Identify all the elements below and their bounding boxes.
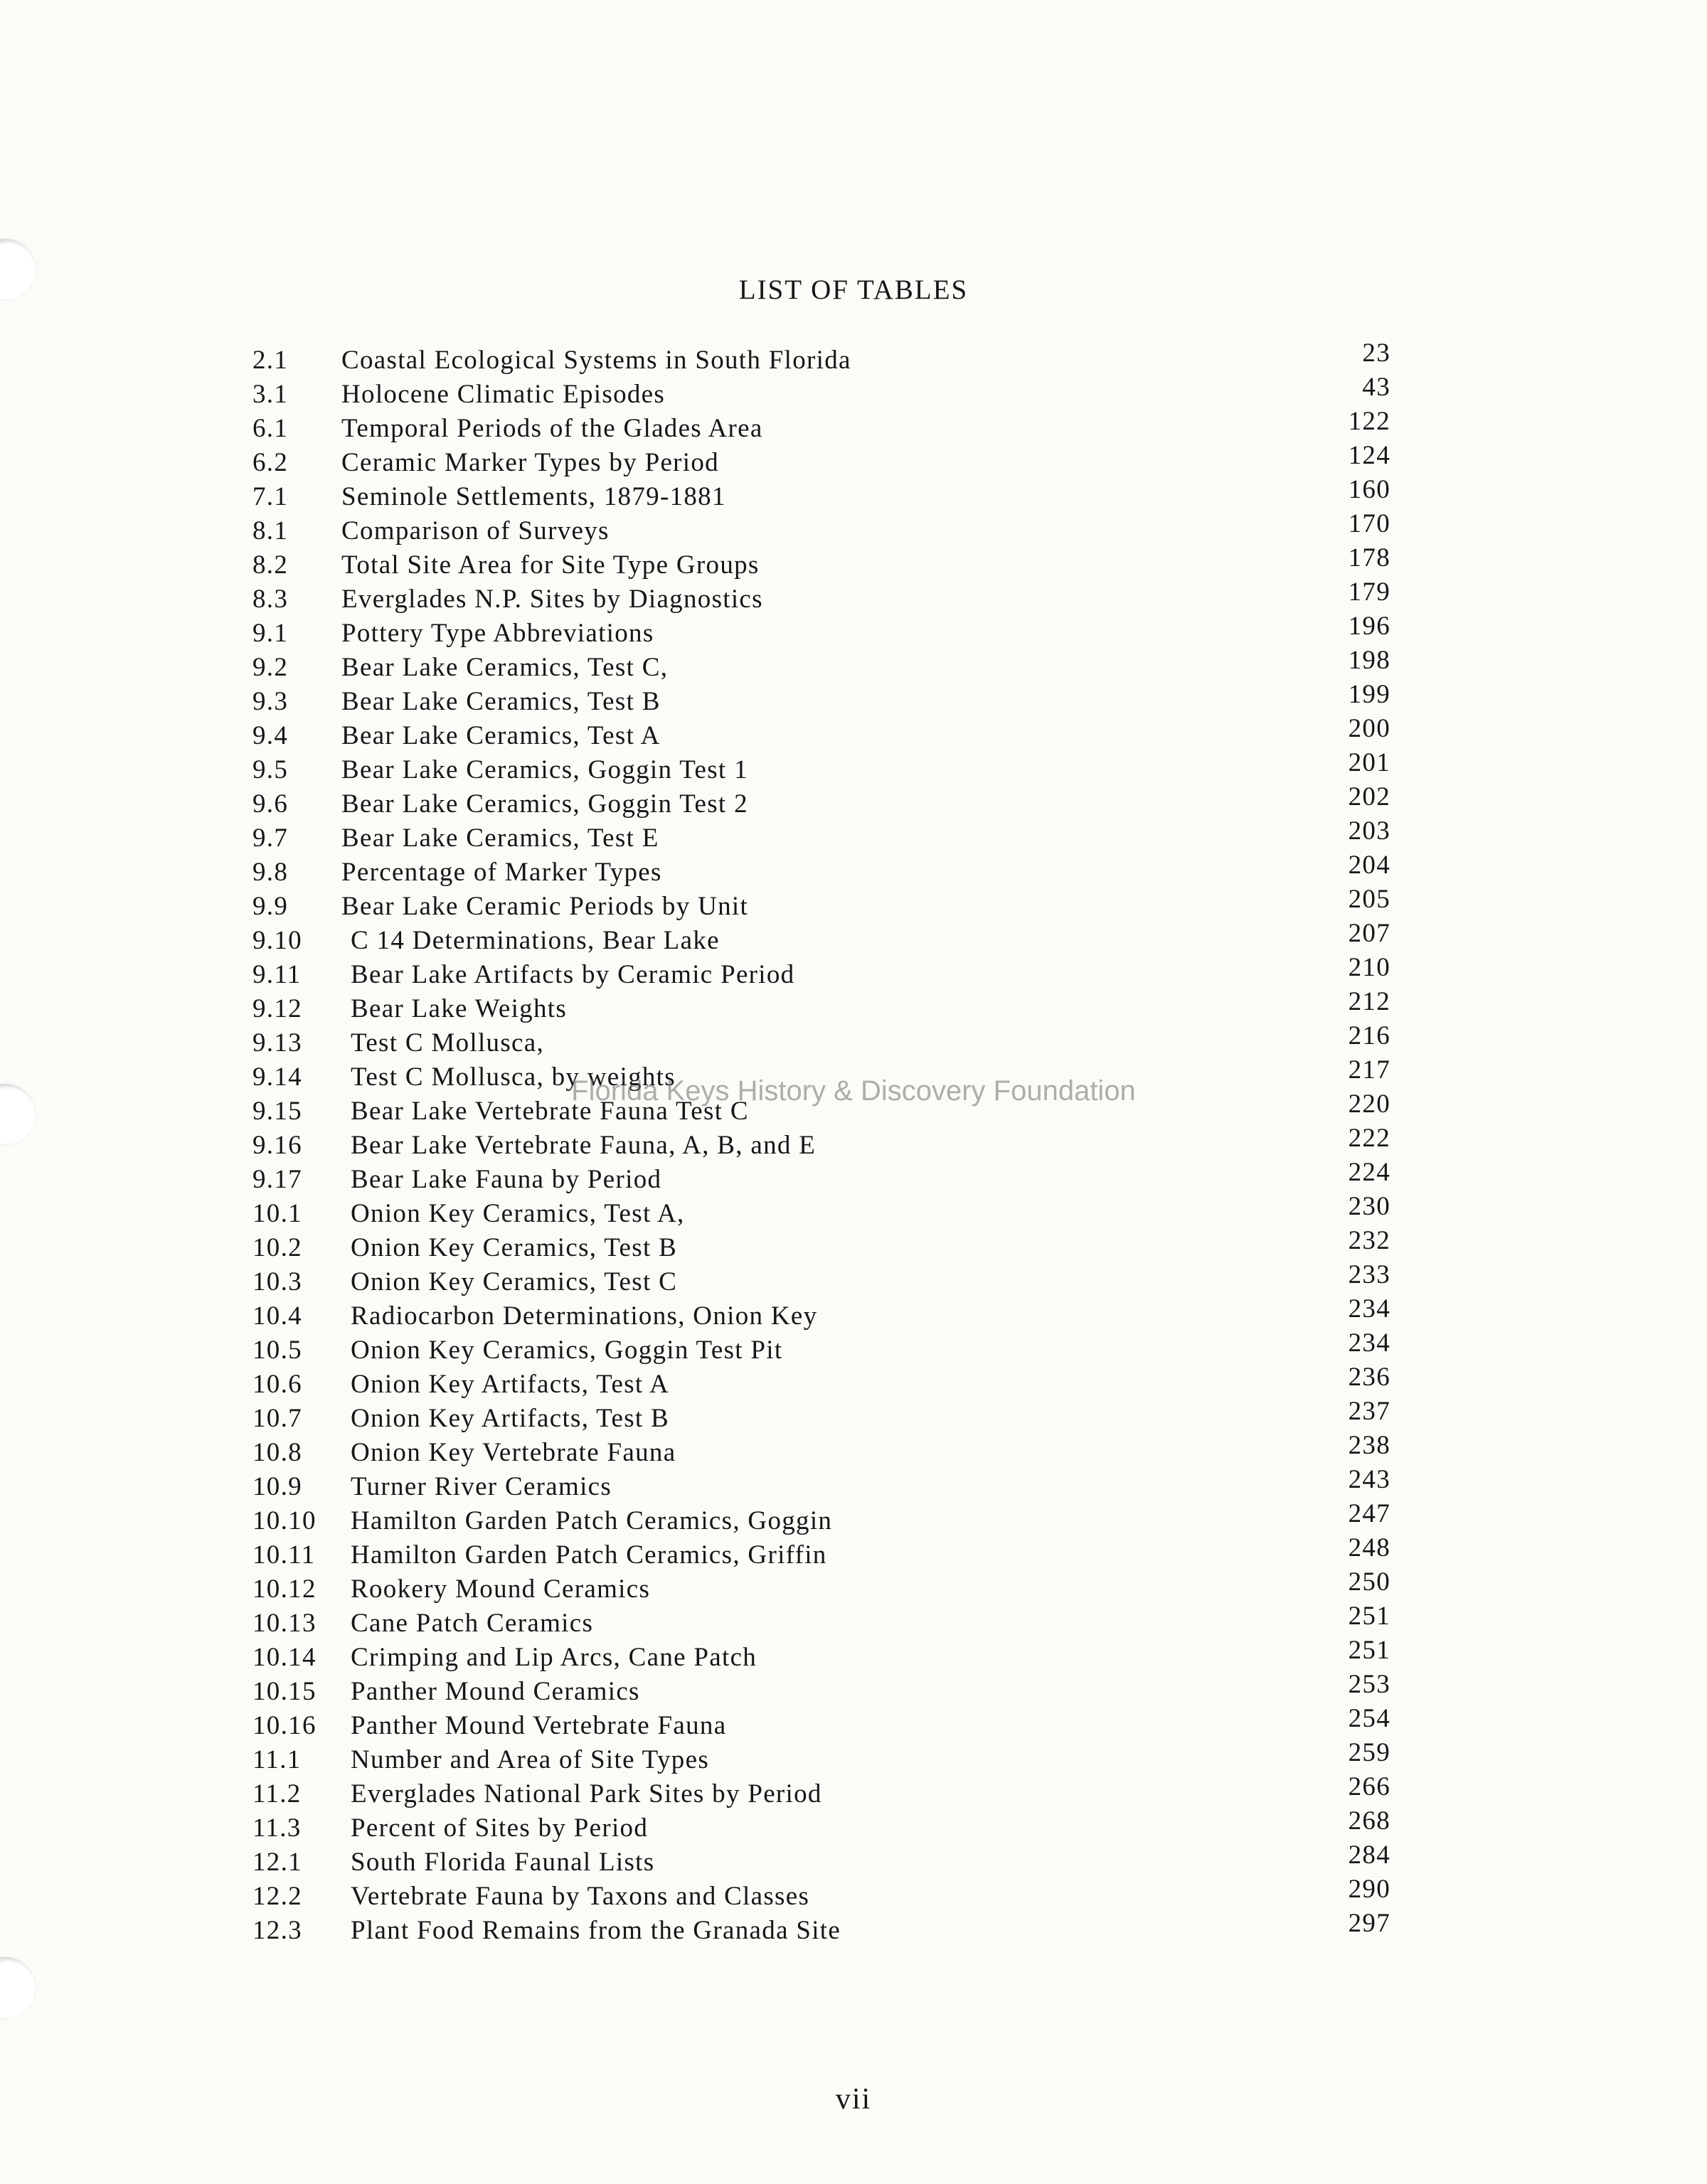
table-page-number: 207 bbox=[1348, 919, 1390, 948]
table-title: Seminole Settlements, 1879-1881 bbox=[341, 482, 726, 511]
table-number: 9.3 bbox=[252, 687, 289, 716]
table-page-number: 210 bbox=[1348, 953, 1390, 982]
list-item bbox=[252, 1465, 1433, 1504]
table-title: Test C Mollusca, by weights bbox=[351, 1062, 676, 1092]
table-page-number: 284 bbox=[1348, 1841, 1390, 1870]
table-number: 9.12 bbox=[252, 994, 302, 1023]
list-item bbox=[252, 407, 1433, 446]
table-page-number: 238 bbox=[1348, 1431, 1390, 1460]
table-page-number: 243 bbox=[1348, 1465, 1390, 1494]
table-title: Onion Key Artifacts, Test B bbox=[351, 1404, 670, 1433]
watermark-text: Florida Keys History & Discovery Foundation bbox=[571, 1075, 1136, 1107]
table-page-number: 253 bbox=[1348, 1670, 1390, 1699]
table-page-number: 196 bbox=[1348, 612, 1390, 641]
list-item bbox=[252, 612, 1433, 651]
table-title: Onion Key Ceramics, Goggin Test Pit bbox=[351, 1336, 783, 1365]
table-number: 10.4 bbox=[252, 1301, 302, 1331]
list-item bbox=[252, 509, 1433, 548]
table-page-number: 297 bbox=[1348, 1909, 1390, 1938]
table-page-number: 43 bbox=[1362, 373, 1390, 402]
table-title: Coastal Ecological Systems in South Florida bbox=[341, 346, 851, 375]
table-number: 9.14 bbox=[252, 1062, 302, 1092]
table-title: Everglades N.P. Sites by Diagnostics bbox=[341, 585, 763, 614]
table-page-number: 216 bbox=[1348, 1021, 1390, 1050]
table-number: 10.12 bbox=[252, 1575, 317, 1604]
list-item bbox=[252, 339, 1433, 378]
page-number: vii bbox=[835, 2083, 872, 2116]
table-number: 9.2 bbox=[252, 653, 289, 682]
list-item bbox=[252, 987, 1433, 1026]
table-title: Bear Lake Vertebrate Fauna Test C bbox=[351, 1097, 749, 1126]
table-page-number: 203 bbox=[1348, 816, 1390, 846]
table-number: 3.1 bbox=[252, 380, 289, 409]
table-number: 10.11 bbox=[252, 1540, 316, 1570]
table-number: 12.1 bbox=[252, 1848, 302, 1877]
table-number: 11.3 bbox=[252, 1813, 302, 1843]
table-number: 10.10 bbox=[252, 1506, 317, 1535]
table-title: Plant Food Remains from the Granada Site bbox=[351, 1916, 841, 1945]
table-title: Vertebrate Fauna by Taxons and Classes bbox=[351, 1882, 810, 1911]
table-page-number: 230 bbox=[1348, 1192, 1390, 1221]
table-number: 10.15 bbox=[252, 1677, 317, 1706]
table-number: 9.1 bbox=[252, 619, 289, 648]
table-number: 10.16 bbox=[252, 1711, 317, 1740]
table-number: 2.1 bbox=[252, 346, 289, 375]
list-item bbox=[252, 1806, 1433, 1845]
table-title: Bear Lake Ceramic Periods by Unit bbox=[341, 892, 749, 921]
list-item bbox=[252, 816, 1433, 856]
list-item bbox=[252, 714, 1433, 753]
table-number: 9.6 bbox=[252, 789, 289, 819]
list-item bbox=[252, 953, 1433, 992]
table-page-number: 170 bbox=[1348, 509, 1390, 538]
table-page-number: 234 bbox=[1348, 1294, 1390, 1323]
table-number: 10.3 bbox=[252, 1267, 302, 1296]
table-title: Bear Lake Fauna by Period bbox=[351, 1165, 662, 1194]
page-title: LIST OF TABLES bbox=[738, 275, 969, 305]
list-item bbox=[252, 1226, 1433, 1265]
table-title: Temporal Periods of the Glades Area bbox=[341, 414, 763, 443]
table-title: Pottery Type Abbreviations bbox=[341, 619, 654, 648]
table-title: Holocene Climatic Episodes bbox=[341, 380, 666, 409]
table-title: Onion Key Artifacts, Test A bbox=[351, 1370, 670, 1399]
punch-hole-bottom bbox=[0, 1957, 36, 2018]
table-title: South Florida Faunal Lists bbox=[351, 1848, 655, 1877]
table-number: 9.10 bbox=[252, 926, 302, 955]
table-title: Bear Lake Ceramics, Goggin Test 2 bbox=[341, 789, 748, 819]
table-page-number: 202 bbox=[1348, 782, 1390, 811]
list-item bbox=[252, 919, 1433, 958]
table-number: 9.13 bbox=[252, 1028, 302, 1058]
table-page-number: 222 bbox=[1348, 1124, 1390, 1153]
list-item bbox=[252, 1260, 1433, 1299]
table-number: 9.17 bbox=[252, 1165, 302, 1194]
table-title: Hamilton Garden Patch Ceramics, Griffin bbox=[351, 1540, 827, 1570]
table-title: Total Site Area for Site Type Groups bbox=[341, 550, 760, 580]
table-page-number: 23 bbox=[1362, 339, 1390, 368]
list-item bbox=[252, 646, 1433, 685]
list-item bbox=[252, 1602, 1433, 1641]
table-number: 9.11 bbox=[252, 960, 302, 989]
list-item bbox=[252, 851, 1433, 890]
table-page-number: 204 bbox=[1348, 851, 1390, 880]
list-item bbox=[252, 475, 1433, 514]
list-item bbox=[252, 1533, 1433, 1572]
table-title: Crimping and Lip Arcs, Cane Patch bbox=[351, 1643, 757, 1672]
table-number: 8.2 bbox=[252, 550, 289, 580]
table-number: 10.8 bbox=[252, 1438, 302, 1467]
table-number: 8.3 bbox=[252, 585, 289, 614]
table-title: Bear Lake Ceramics, Goggin Test 1 bbox=[341, 755, 748, 784]
table-title: Onion Key Ceramics, Test A, bbox=[351, 1199, 685, 1228]
list-item bbox=[252, 885, 1433, 924]
table-title: Everglades National Park Sites by Period bbox=[351, 1779, 822, 1809]
table-page-number: 250 bbox=[1348, 1567, 1390, 1597]
list-item bbox=[252, 1192, 1433, 1231]
table-number: 9.5 bbox=[252, 755, 289, 784]
table-title: Hamilton Garden Patch Ceramics, Goggin bbox=[351, 1506, 833, 1535]
table-number: 7.1 bbox=[252, 482, 289, 511]
list-item bbox=[252, 1738, 1433, 1777]
table-number: 10.13 bbox=[252, 1609, 317, 1638]
table-number: 9.7 bbox=[252, 824, 289, 853]
table-number: 10.7 bbox=[252, 1404, 302, 1433]
table-page-number: 236 bbox=[1348, 1363, 1390, 1392]
list-item bbox=[252, 1499, 1433, 1538]
table-page-number: 237 bbox=[1348, 1397, 1390, 1426]
list-item bbox=[252, 680, 1433, 719]
table-number: 6.1 bbox=[252, 414, 289, 443]
list-item bbox=[252, 1841, 1433, 1880]
table-title: Bear Lake Ceramics, Test E bbox=[341, 824, 659, 853]
table-page-number: 124 bbox=[1348, 441, 1390, 470]
table-page-number: 217 bbox=[1348, 1055, 1390, 1085]
table-title: Ceramic Marker Types by Period bbox=[341, 448, 719, 477]
table-number: 9.16 bbox=[252, 1131, 302, 1160]
table-number: 10.9 bbox=[252, 1472, 302, 1501]
list-item bbox=[252, 1397, 1433, 1436]
table-title: Onion Key Ceramics, Test C bbox=[351, 1267, 678, 1296]
table-page-number: 201 bbox=[1348, 748, 1390, 777]
table-page-number: 199 bbox=[1348, 680, 1390, 709]
table-page-number: 122 bbox=[1348, 407, 1390, 436]
table-title: Bear Lake Weights bbox=[351, 994, 568, 1023]
table-title: Onion Key Vertebrate Fauna bbox=[351, 1438, 676, 1467]
table-number: 9.15 bbox=[252, 1097, 302, 1126]
list-item bbox=[252, 1636, 1433, 1675]
list-item bbox=[252, 1909, 1433, 1948]
table-title: Number and Area of Site Types bbox=[351, 1745, 710, 1774]
table-title: Bear Lake Vertebrate Fauna, A, B, and E bbox=[351, 1131, 817, 1160]
list-item bbox=[252, 1328, 1433, 1368]
table-page-number: 200 bbox=[1348, 714, 1390, 743]
table-title: Bear Lake Ceramics, Test B bbox=[341, 687, 661, 716]
table-page-number: 212 bbox=[1348, 987, 1390, 1016]
table-number: 6.2 bbox=[252, 448, 289, 477]
list-item bbox=[252, 1704, 1433, 1743]
table-title: Test C Mollusca, bbox=[351, 1028, 545, 1058]
table-number: 9.9 bbox=[252, 892, 289, 921]
table-number: 8.1 bbox=[252, 516, 289, 545]
table-page-number: 251 bbox=[1348, 1636, 1390, 1665]
list-item bbox=[252, 748, 1433, 787]
list-item bbox=[252, 1124, 1433, 1163]
table-title: Turner River Ceramics bbox=[351, 1472, 612, 1501]
table-number: 11.2 bbox=[252, 1779, 302, 1809]
table-page-number: 220 bbox=[1348, 1090, 1390, 1119]
list-item bbox=[252, 1670, 1433, 1709]
table-page-number: 205 bbox=[1348, 885, 1390, 914]
table-page-number: 198 bbox=[1348, 646, 1390, 675]
table-title: Percent of Sites by Period bbox=[351, 1813, 649, 1843]
table-number: 10.2 bbox=[252, 1233, 302, 1262]
list-item bbox=[252, 441, 1433, 480]
table-page-number: 234 bbox=[1348, 1328, 1390, 1358]
table-number: 10.1 bbox=[252, 1199, 302, 1228]
table-page-number: 247 bbox=[1348, 1499, 1390, 1528]
list-item bbox=[252, 1772, 1433, 1811]
list-item bbox=[252, 1431, 1433, 1470]
table-number: 12.3 bbox=[252, 1916, 302, 1945]
table-page-number: 160 bbox=[1348, 475, 1390, 504]
table-title: Percentage of Marker Types bbox=[341, 858, 662, 887]
list-item bbox=[252, 1567, 1433, 1607]
table-page-number: 251 bbox=[1348, 1602, 1390, 1631]
table-page-number: 224 bbox=[1348, 1158, 1390, 1187]
table-title: Bear Lake Artifacts by Ceramic Period bbox=[351, 960, 795, 989]
list-item bbox=[252, 1363, 1433, 1402]
table-title: Panther Mound Ceramics bbox=[351, 1677, 640, 1706]
list-item bbox=[252, 1021, 1433, 1060]
table-page-number: 254 bbox=[1348, 1704, 1390, 1733]
table-page-number: 232 bbox=[1348, 1226, 1390, 1255]
table-title: Comparison of Surveys bbox=[341, 516, 610, 545]
table-page-number: 233 bbox=[1348, 1260, 1390, 1289]
table-page-number: 259 bbox=[1348, 1738, 1390, 1767]
list-item bbox=[252, 782, 1433, 821]
table-number: 9.4 bbox=[252, 721, 289, 750]
table-title: Rookery Mound Ceramics bbox=[351, 1575, 651, 1604]
table-page-number: 268 bbox=[1348, 1806, 1390, 1836]
list-item bbox=[252, 1158, 1433, 1197]
list-item bbox=[252, 577, 1433, 617]
list-item bbox=[252, 543, 1433, 582]
table-page-number: 290 bbox=[1348, 1875, 1390, 1904]
table-title: Onion Key Ceramics, Test B bbox=[351, 1233, 678, 1262]
table-title: Bear Lake Ceramics, Test A bbox=[341, 721, 661, 750]
table-number: 10.14 bbox=[252, 1643, 317, 1672]
table-title: Panther Mound Vertebrate Fauna bbox=[351, 1711, 727, 1740]
table-page-number: 179 bbox=[1348, 577, 1390, 607]
table-number: 9.8 bbox=[252, 858, 289, 887]
table-page-number: 248 bbox=[1348, 1533, 1390, 1562]
table-number: 12.2 bbox=[252, 1882, 302, 1911]
table-page-number: 178 bbox=[1348, 543, 1390, 572]
table-title: C 14 Determinations, Bear Lake bbox=[351, 926, 720, 955]
table-number: 10.6 bbox=[252, 1370, 302, 1399]
table-title: Cane Patch Ceramics bbox=[351, 1609, 594, 1638]
table-number: 10.5 bbox=[252, 1336, 302, 1365]
table-title: Radiocarbon Determinations, Onion Key bbox=[351, 1301, 818, 1331]
table-title: Bear Lake Ceramics, Test C, bbox=[341, 653, 669, 682]
table-page-number: 266 bbox=[1348, 1772, 1390, 1801]
list-item bbox=[252, 1294, 1433, 1333]
table-list bbox=[252, 339, 1433, 1948]
table-number: 11.1 bbox=[252, 1745, 302, 1774]
list-item bbox=[252, 373, 1433, 412]
list-item bbox=[252, 1875, 1433, 1914]
